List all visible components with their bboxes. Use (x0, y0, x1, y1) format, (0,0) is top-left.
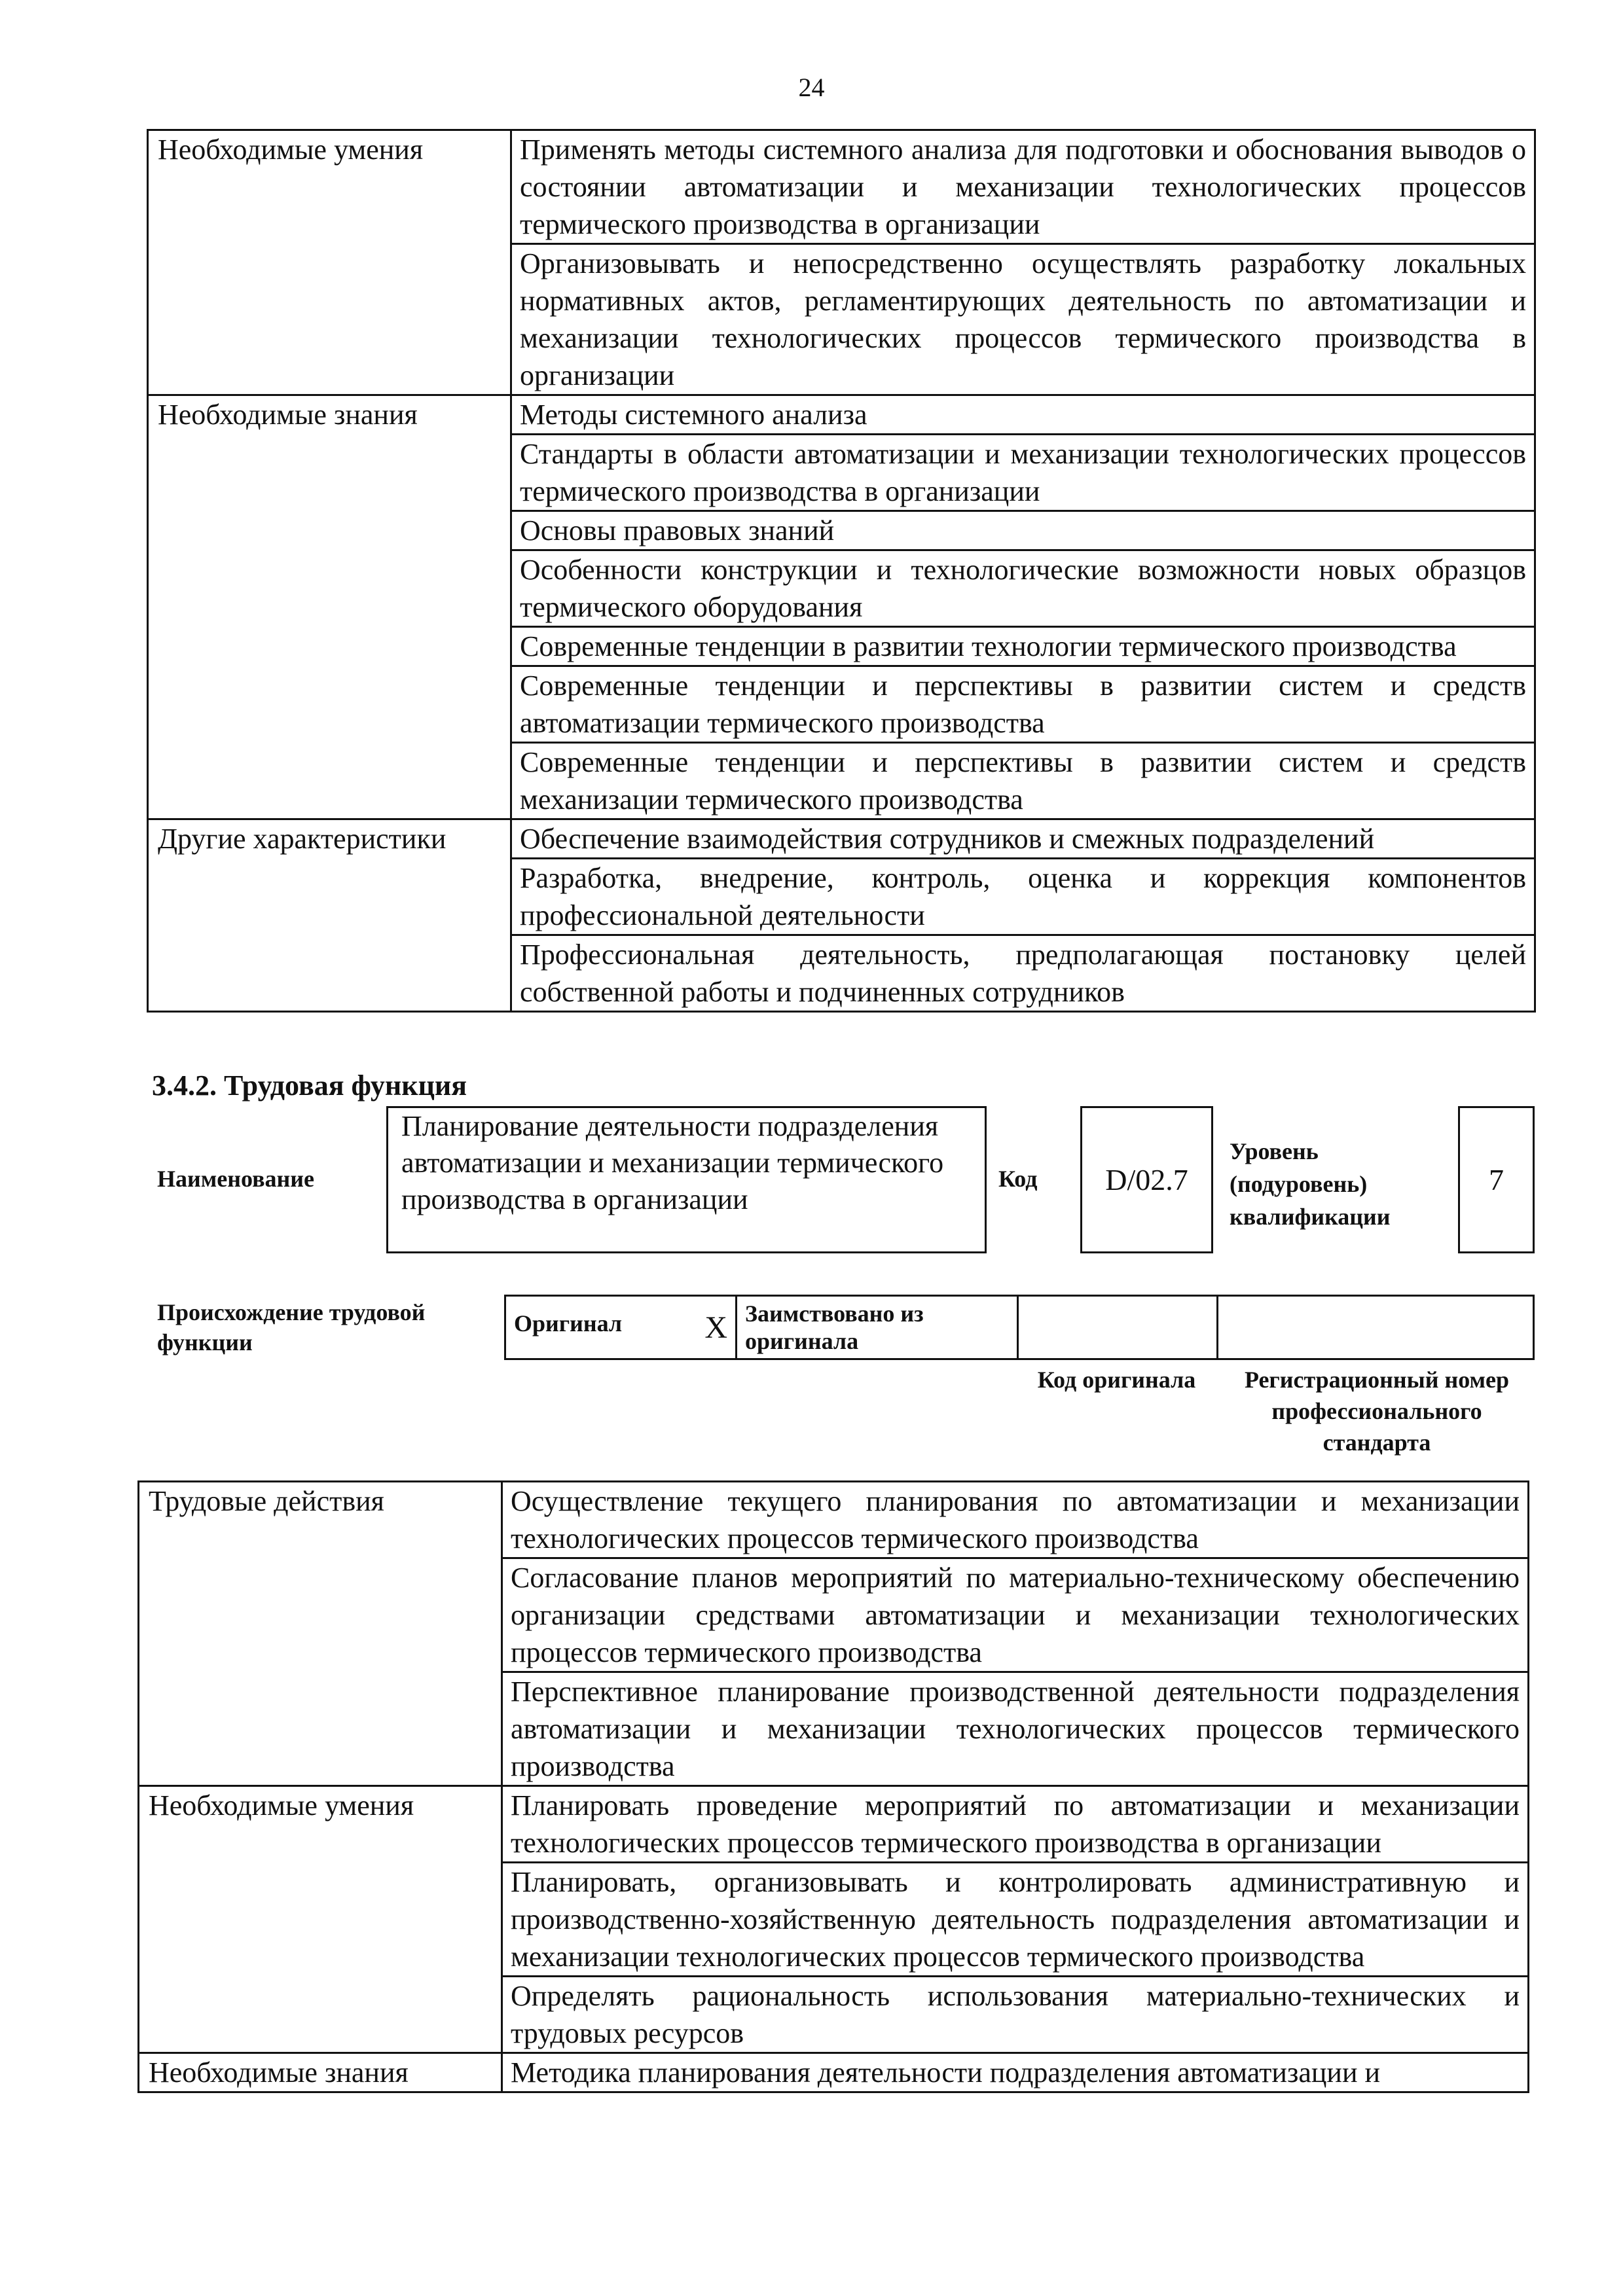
table-row (139, 1482, 1529, 1558)
row-value: Организовывать и непосредственно осуществлять разработку локальных нормативных актов, регламентирующих деятельность по автоматизации и механизации технологических процессов термического производства в организации (511, 244, 1535, 395)
row-label: Необходимые знания (148, 395, 511, 819)
origin-original: Оригинал (514, 1310, 623, 1336)
function-name-box (386, 1106, 987, 1253)
requirements-table-top (147, 129, 1536, 1013)
table-row (139, 1786, 1529, 1863)
row-label: Необходимые умения (139, 1786, 502, 2053)
row-label: Трудовые действия (139, 1482, 502, 1786)
row-value: Современные тенденции и перспективы в развитии систем и средств механизации термического производства (511, 743, 1535, 819)
row-value: Планировать, организовывать и контролировать административную и производственно-хозяйственную деятельность подразделения автоматизации и механизации технологических процессов термического производства (502, 1863, 1529, 1977)
row-value: Согласование планов мероприятий по материально-техническому обеспечению организации средствами автоматизации и механизации технологических процессов термического производства (502, 1558, 1529, 1672)
row-value: Осуществление текущего планирования по автоматизации и механизации технологических процессов термического производства (502, 1482, 1529, 1558)
requirements-table-bottom (137, 1480, 1529, 2093)
row-value: Основы правовых знаний (511, 511, 1535, 550)
code-label: Код (998, 1166, 1038, 1192)
origin-borrowed: Заимствовано из оригинала (737, 1296, 1018, 1359)
origin-reg-caption: Регистрационный номер профессионального стандарта (1244, 1367, 1510, 1456)
page-number: 24 (798, 73, 825, 102)
table-row (148, 819, 1535, 859)
row-label: Другие характеристики (148, 819, 511, 1012)
name-label: Наименование (157, 1166, 314, 1192)
level-label: Уровень (подуровень) квалификации (1230, 1138, 1391, 1230)
origin-mark: X (704, 1310, 727, 1345)
code-box (1080, 1106, 1213, 1253)
row-label: Необходимые умения (148, 130, 511, 395)
table-row (148, 395, 1535, 435)
code-value: D/02.7 (1105, 1163, 1188, 1196)
row-value: Методы системного анализа (511, 395, 1535, 435)
row-value: Современные тенденции в развитии технологии термического производства (511, 627, 1535, 666)
row-label: Необходимые знания (139, 2053, 502, 2092)
origin-table (504, 1295, 1535, 1360)
level-box (1458, 1106, 1535, 1253)
function-name: Планирование деятельности подразделения автоматизации и механизации термического производства в организации (401, 1110, 944, 1215)
level-value: 7 (1489, 1163, 1504, 1196)
row-value: Особенности конструкции и технологические возможности новых образцов термического оборудования (511, 550, 1535, 627)
origin-original-cell (505, 1296, 737, 1359)
origin-code-cell (1018, 1296, 1218, 1359)
row-value: Профессиональная деятельность, предполагающая постановку целей собственной работы и подчиненных сотрудников (511, 935, 1535, 1012)
row-value: Методика планирования деятельности подразделения автоматизации и (502, 2053, 1529, 2092)
row-value: Стандарты в области автоматизации и механизации технологических процессов термического производства в организации (511, 435, 1535, 511)
row-value: Определять рациональность использования материально-технических и трудовых ресурсов (502, 1977, 1529, 2053)
row-value: Современные тенденции и перспективы в развитии систем и средств автоматизации термического производства (511, 666, 1535, 743)
row-value: Разработка, внедрение, контроль, оценка и коррекция компонентов профессиональной деятельности (511, 859, 1535, 935)
section-heading: 3.4.2. Трудовая функция (152, 1069, 467, 1102)
table-row (139, 2053, 1529, 2092)
row-value: Применять методы системного анализа для подготовки и обоснования выводов о состоянии автоматизации и механизации технологических процессов термического производства в организации (511, 130, 1535, 244)
origin-reg-cell (1218, 1296, 1534, 1359)
row-value: Обеспечение взаимодействия сотрудников и смежных подразделений (511, 819, 1535, 859)
origin-label: Происхождение трудовой функции (157, 1299, 426, 1355)
row-value: Перспективное планирование производственной деятельности подразделения автоматизации и механизации технологических процессов термического производства (502, 1672, 1529, 1786)
origin-code-caption: Код оригинала (1037, 1367, 1196, 1393)
row-value: Планировать проведение мероприятий по автоматизации и механизации технологических процессов термического производства в организации (502, 1786, 1529, 1863)
table-row (148, 130, 1535, 244)
